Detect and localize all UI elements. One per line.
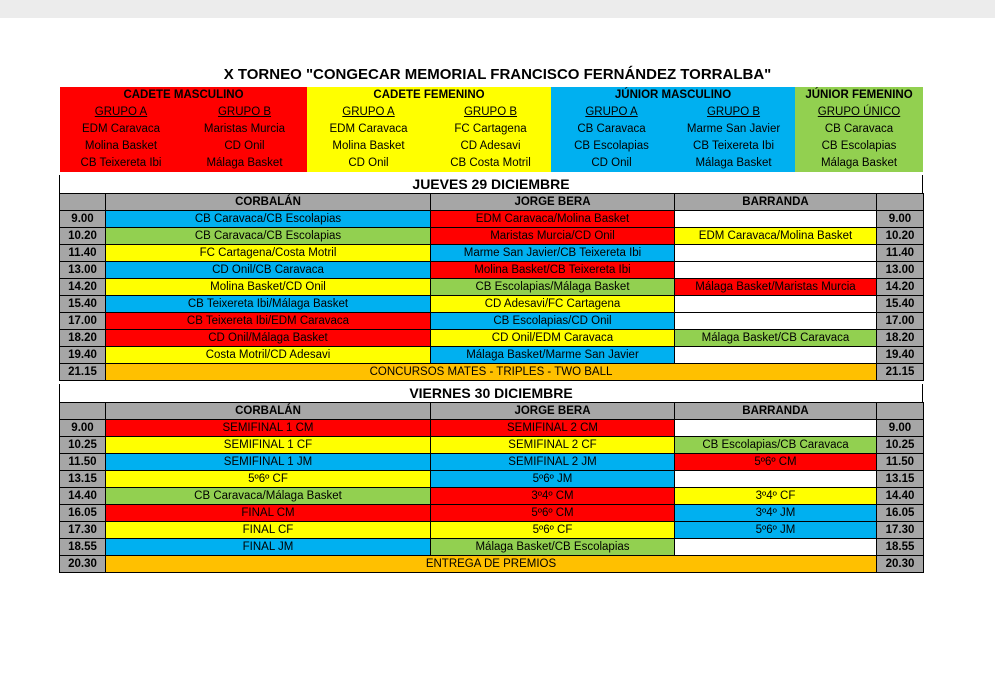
team-name: Málaga Basket: [795, 155, 923, 172]
game-cell: 3º4º JM: [675, 505, 877, 522]
team-name: CB Escolapias: [551, 138, 672, 155]
game-cell: Málaga Basket/CB Caravaca: [675, 330, 877, 347]
game-cell: Molina Basket/CD Onil: [106, 279, 431, 296]
game-cell: [675, 313, 877, 330]
game-cell: CB Escolapias/Málaga Basket: [431, 279, 675, 296]
schedule-row: [60, 279, 924, 296]
team-name: Maristas Murcia: [182, 121, 307, 138]
time-cell: 11.40: [60, 245, 106, 262]
schedule-row: [60, 262, 924, 279]
category-junior-femenino: JÚNIOR FEMENINO: [795, 87, 923, 104]
game-cell: FINAL CM: [106, 505, 431, 522]
court-header-row: [60, 194, 924, 211]
game-cell: CB Escolapias/CD Onil: [431, 313, 675, 330]
game-cell: FC Cartagena/Costa Motril: [106, 245, 431, 262]
group-name: GRUPO B: [182, 104, 307, 121]
game-cell: [675, 471, 877, 488]
game-cell: 3º4º CM: [431, 488, 675, 505]
game-cell: Costa Motril/CD Adesavi: [106, 347, 431, 364]
group-name: GRUPO A: [307, 104, 430, 121]
game-cell: CB Caravaca/CB Escolapias: [106, 228, 431, 245]
game-cell: 5º6º CF: [106, 471, 431, 488]
game-cell: 5º6º JM: [431, 471, 675, 488]
team-name: CD Adesavi: [430, 138, 551, 155]
viewer-top-bar: [0, 0, 995, 18]
time-header-cell: [877, 403, 924, 420]
schedule-row: [60, 488, 924, 505]
game-cell: CD Onil/CB Caravaca: [106, 262, 431, 279]
time-cell: 17.00: [60, 313, 106, 330]
time-cell: 14.20: [877, 279, 924, 296]
group-header-row: [60, 104, 923, 121]
category-junior-masculino: JÚNIOR MASCULINO: [551, 87, 795, 104]
time-cell: 19.40: [877, 347, 924, 364]
time-cell: 21.15: [877, 364, 924, 381]
team-name: CB Teixereta Ibi: [60, 155, 182, 172]
day-heading-friday: VIERNES 30 DICIEMBRE: [59, 384, 923, 402]
team-name: CB Caravaca: [795, 121, 923, 138]
court-header: JORGE BERA: [431, 403, 675, 420]
team-name: Marme San Javier: [672, 121, 795, 138]
time-cell: 18.55: [877, 539, 924, 556]
game-cell: SEMIFINAL 2 JM: [431, 454, 675, 471]
team-name: EDM Caravaca: [307, 121, 430, 138]
special-event-row: [60, 556, 924, 573]
time-cell: 13.15: [877, 471, 924, 488]
team-row: [60, 155, 923, 172]
schedule-row: [60, 454, 924, 471]
game-cell: 5º6º CM: [675, 454, 877, 471]
time-cell: 13.00: [877, 262, 924, 279]
game-cell: SEMIFINAL 2 CM: [431, 420, 675, 437]
special-event-row: [60, 364, 924, 381]
time-cell: 20.30: [60, 556, 106, 573]
schedule-row: [60, 228, 924, 245]
schedule-row: [60, 471, 924, 488]
schedule-row: [60, 330, 924, 347]
group-name: GRUPO B: [672, 104, 795, 121]
schedule-table-thursday: [59, 193, 924, 381]
court-header: CORBALÁN: [106, 403, 431, 420]
game-cell: SEMIFINAL 1 JM: [106, 454, 431, 471]
time-cell: 17.00: [877, 313, 924, 330]
game-cell: 5º6º CM: [431, 505, 675, 522]
time-cell: 9.00: [60, 211, 106, 228]
groups-table: [60, 87, 923, 172]
team-name: CB Caravaca: [551, 121, 672, 138]
game-cell: CB Teixereta Ibi/Málaga Basket: [106, 296, 431, 313]
game-cell: [675, 296, 877, 313]
time-cell: 17.30: [60, 522, 106, 539]
game-cell: 5º6º JM: [675, 522, 877, 539]
team-name: Molina Basket: [307, 138, 430, 155]
game-cell: [675, 347, 877, 364]
group-name: GRUPO A: [551, 104, 672, 121]
game-cell: CB Caravaca/Málaga Basket: [106, 488, 431, 505]
time-cell: 16.05: [877, 505, 924, 522]
team-name: Molina Basket: [60, 138, 182, 155]
game-cell: Málaga Basket/CB Escolapias: [431, 539, 675, 556]
game-cell: FINAL CF: [106, 522, 431, 539]
time-cell: 10.25: [60, 437, 106, 454]
time-cell: 20.30: [877, 556, 924, 573]
game-cell: CD Onil/Málaga Basket: [106, 330, 431, 347]
team-name: FC Cartagena: [430, 121, 551, 138]
court-header: JORGE BERA: [431, 194, 675, 211]
team-name: Málaga Basket: [672, 155, 795, 172]
game-cell: [675, 420, 877, 437]
time-header-cell: [60, 403, 106, 420]
category-cadete-femenino: CADETE FEMENINO: [307, 87, 551, 104]
category-header-row: [60, 87, 923, 104]
team-name: CB Teixereta Ibi: [672, 138, 795, 155]
schedule-row: [60, 505, 924, 522]
schedule-row: [60, 296, 924, 313]
game-cell: Málaga Basket/Marme San Javier: [431, 347, 675, 364]
game-cell: Maristas Murcia/CD Onil: [431, 228, 675, 245]
game-cell: EDM Caravaca/Molina Basket: [675, 228, 877, 245]
schedule-row: [60, 211, 924, 228]
time-cell: 13.15: [60, 471, 106, 488]
time-cell: 14.40: [60, 488, 106, 505]
time-header-cell: [877, 194, 924, 211]
time-cell: 10.25: [877, 437, 924, 454]
schedule-body: [60, 194, 924, 381]
game-cell: SEMIFINAL 2 CF: [431, 437, 675, 454]
team-name: Málaga Basket: [182, 155, 307, 172]
special-event-cell: ENTREGA DE PREMIOS: [106, 556, 877, 573]
special-event-cell: CONCURSOS MATES - TRIPLES - TWO BALL: [106, 364, 877, 381]
game-cell: CD Adesavi/FC Cartagena: [431, 296, 675, 313]
schedule-row: [60, 347, 924, 364]
time-cell: 14.40: [877, 488, 924, 505]
game-cell: FINAL JM: [106, 539, 431, 556]
day-heading-thursday: JUEVES 29 DICIEMBRE: [59, 175, 923, 193]
team-name: CD Onil: [307, 155, 430, 172]
game-cell: CB Escolapias/CB Caravaca: [675, 437, 877, 454]
time-cell: 13.00: [60, 262, 106, 279]
group-name: GRUPO ÚNICO: [795, 104, 923, 121]
time-cell: 18.55: [60, 539, 106, 556]
time-cell: 15.40: [60, 296, 106, 313]
game-cell: Marme San Javier/CB Teixereta Ibi: [431, 245, 675, 262]
time-cell: 21.15: [60, 364, 106, 381]
game-cell: Málaga Basket/Maristas Murcia: [675, 279, 877, 296]
game-cell: 5º6º CF: [431, 522, 675, 539]
court-header: BARRANDA: [675, 194, 877, 211]
time-cell: 11.50: [60, 454, 106, 471]
schedule-row: [60, 245, 924, 262]
schedule-row: [60, 420, 924, 437]
time-header-cell: [60, 194, 106, 211]
page-title: X TORNEO "CONGECAR MEMORIAL FRANCISCO FERNÁNDEZ TORRALBA": [223, 66, 772, 83]
game-cell: CB Teixereta Ibi/EDM Caravaca: [106, 313, 431, 330]
time-cell: 18.20: [60, 330, 106, 347]
time-cell: 16.05: [60, 505, 106, 522]
time-cell: 14.20: [60, 279, 106, 296]
court-header: CORBALÁN: [106, 194, 431, 211]
time-cell: 11.40: [877, 245, 924, 262]
game-cell: Molina Basket/CB Teixereta Ibi: [431, 262, 675, 279]
game-cell: SEMIFINAL 1 CF: [106, 437, 431, 454]
schedule-row: [60, 539, 924, 556]
time-cell: 18.20: [877, 330, 924, 347]
game-cell: [675, 262, 877, 279]
game-cell: [675, 211, 877, 228]
time-cell: 9.00: [60, 420, 106, 437]
schedule-table-friday: [59, 402, 924, 573]
team-name: EDM Caravaca: [60, 121, 182, 138]
time-cell: 10.20: [60, 228, 106, 245]
court-header-row: [60, 403, 924, 420]
time-cell: 15.40: [877, 296, 924, 313]
team-row: [60, 121, 923, 138]
court-header: BARRANDA: [675, 403, 877, 420]
schedule-row: [60, 313, 924, 330]
schedule-row: [60, 437, 924, 454]
game-cell: CD Onil/EDM Caravaca: [431, 330, 675, 347]
game-cell: 3º4º CF: [675, 488, 877, 505]
schedule-row: [60, 522, 924, 539]
time-cell: 9.00: [877, 211, 924, 228]
time-cell: 10.20: [877, 228, 924, 245]
time-cell: 9.00: [877, 420, 924, 437]
game-cell: [675, 245, 877, 262]
time-cell: 19.40: [60, 347, 106, 364]
team-name: CD Onil: [551, 155, 672, 172]
team-name: CB Costa Motril: [430, 155, 551, 172]
category-cadete-masculino: CADETE MASCULINO: [60, 87, 307, 104]
team-name: CB Escolapias: [795, 138, 923, 155]
game-cell: CB Caravaca/CB Escolapias: [106, 211, 431, 228]
time-cell: 17.30: [877, 522, 924, 539]
group-name: GRUPO A: [60, 104, 182, 121]
game-cell: EDM Caravaca/Molina Basket: [431, 211, 675, 228]
game-cell: [675, 539, 877, 556]
team-row: [60, 138, 923, 155]
game-cell: SEMIFINAL 1 CM: [106, 420, 431, 437]
schedule-body: [60, 403, 924, 573]
time-cell: 11.50: [877, 454, 924, 471]
team-name: CD Onil: [182, 138, 307, 155]
group-name: GRUPO B: [430, 104, 551, 121]
